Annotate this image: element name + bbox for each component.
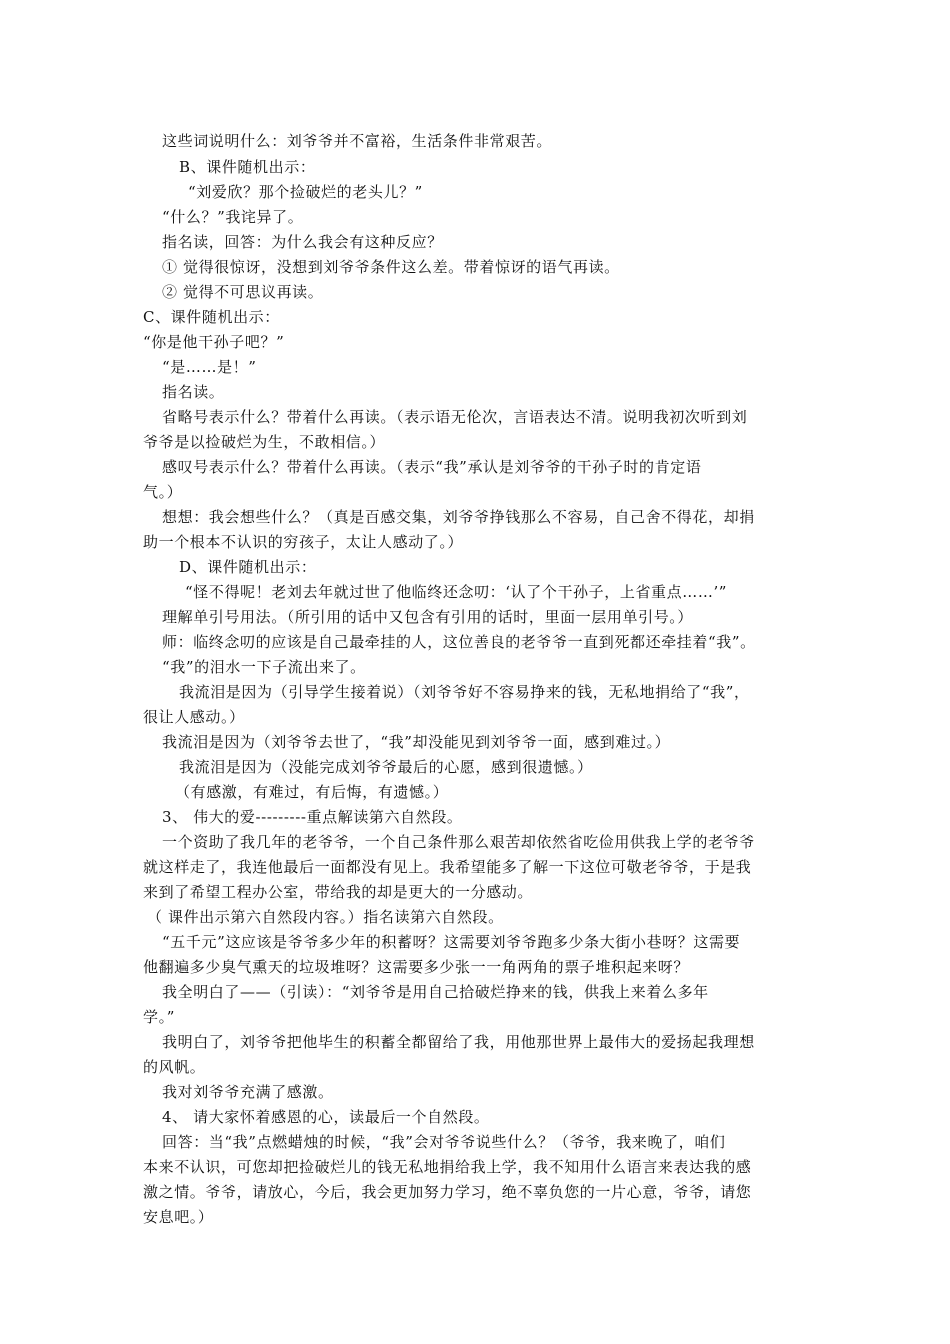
text-line: （有感激，有难过，有后悔，有遗憾。） xyxy=(175,783,449,801)
text-line: 本来不认识，可您却把捡破烂儿的钱无私地捐给我上学，我不知用什么语言来表达我的感 xyxy=(143,1158,752,1176)
text-line: 指名读，回答：为什么我会有这种反应？ xyxy=(162,233,443,251)
text-line: 激之情。爷爷，请放心，今后，我会更加努力学习，绝不辜负您的一片心意，爷爷，请您 xyxy=(143,1183,752,1201)
text-line: “什么？”我诧异了。 xyxy=(162,208,304,226)
text-line: 我对刘爷爷充满了感激。 xyxy=(162,1083,334,1101)
text-line: 学。” xyxy=(143,1008,175,1026)
text-line: “是……是！” xyxy=(162,358,257,376)
text-line: 爷爷是以捡破烂为生，不敢相信。） xyxy=(143,433,386,451)
text-line: 这些词说明什么：刘爷爷并不富裕，生活条件非常艰苦。 xyxy=(162,132,553,150)
text-line: 感叹号表示什么？带着什么再读。（表示“我”承认是刘爷爷的干孙子时的肯定语 xyxy=(162,458,702,476)
text-line: 就这样走了，我连他最后一面都没有见上。我希望能多了解一下这位可敬老爷爷，于是我 xyxy=(143,858,752,876)
text-line: D、课件随机出示： xyxy=(179,558,317,576)
text-line: 3、 伟大的爱---------重点解读第六自然段。 xyxy=(162,808,463,826)
text-line: 我流泪是因为（刘爷爷去世了，“我”却没能见到刘爷爷一面，感到难过。） xyxy=(162,733,671,751)
text-line: 我明白了，刘爷爷把他毕生的积蓄全都留给了我，用他那世界上最伟大的爱扬起我理想 xyxy=(162,1033,755,1051)
text-line: “你是他干孙子吧？” xyxy=(143,333,285,351)
text-line: ② 觉得不可思议再读。 xyxy=(162,283,324,301)
text-line: B、课件随机出示： xyxy=(179,158,316,176)
text-line: 的风帆。 xyxy=(143,1058,206,1076)
text-line: ① 觉得很惊讶，没想到刘爷爷条件这么差。带着惊讶的语气再读。 xyxy=(162,258,620,276)
text-line: 助一个根本不认识的穷孩子，太让人感动了。） xyxy=(143,533,464,551)
text-line: 我流泪是因为（没能完成刘爷爷最后的心愿，感到很遗憾。） xyxy=(179,758,593,776)
text-line: 理解单引号用法。（所引用的话中又包含有引用的话时，里面一层用单引号。） xyxy=(162,608,694,626)
text-line: 回答：当“我”点燃蜡烛的时候，“我”会对爷爷说些什么？（爷爷，我来晚了，咱们 xyxy=(162,1133,726,1151)
text-line: 他翻遍多少臭气熏天的垃圾堆呀？这需要多少张一一角两角的票子堆积起来呀？ xyxy=(143,958,690,976)
text-line: 省略号表示什么？带着什么再读。（表示语无伦次，言语表达不清。说明我初次听到刘 xyxy=(162,408,748,426)
text-line: 4、 请大家怀着感恩的心，读最后一个自然段。 xyxy=(162,1108,490,1126)
text-line: 气。） xyxy=(143,483,183,501)
text-line: 来到了希望工程办公室，带给我的却是更大的一分感动。 xyxy=(143,883,534,901)
text-line: “我”的泪水一下子流出来了。 xyxy=(162,658,366,676)
text-line: “五千元”这应该是爷爷多少年的积蓄呀？这需要刘爷爷跑多少条大街小巷呀？这需要 xyxy=(162,933,741,951)
text-line: 我全明白了——（引读）：“刘爷爷是用自己拾破烂挣来的钱，供我上来着么多年 xyxy=(162,983,709,1001)
text-line: 师：临终念叨的应该是自己最牵挂的人，这位善良的老爷爷一直到死都还牵挂着“我”。 xyxy=(162,633,756,651)
text-line: C、课件随机出示： xyxy=(143,308,280,326)
text-line: （ 课件出示第六自然段内容。）指名读第六自然段。 xyxy=(147,908,504,926)
text-line: 我流泪是因为（引导学生接着说）（刘爷爷好不容易挣来的钱，无私地捐给了“我”， xyxy=(179,683,750,701)
text-line: “刘爱欣？那个捡破烂的老头儿？” xyxy=(188,183,423,201)
text-line: 安息吧。） xyxy=(143,1208,214,1226)
text-line: 指名读。 xyxy=(162,383,225,401)
text-line: “怪不得呢！老刘去年就过世了他临终还念叨：‘认了个干孙子，上省重点……’” xyxy=(185,583,728,601)
text-line: 一个资助了我几年的老爷爷，一个自己条件那么艰苦却依然省吃俭用供我上学的老爷爷 xyxy=(162,833,755,851)
text-line: 想想：我会想些什么？（真是百感交集，刘爷爷挣钱那么不容易，自己舍不得花，却捐 xyxy=(162,508,755,526)
text-line: 很让人感动。） xyxy=(143,708,245,726)
